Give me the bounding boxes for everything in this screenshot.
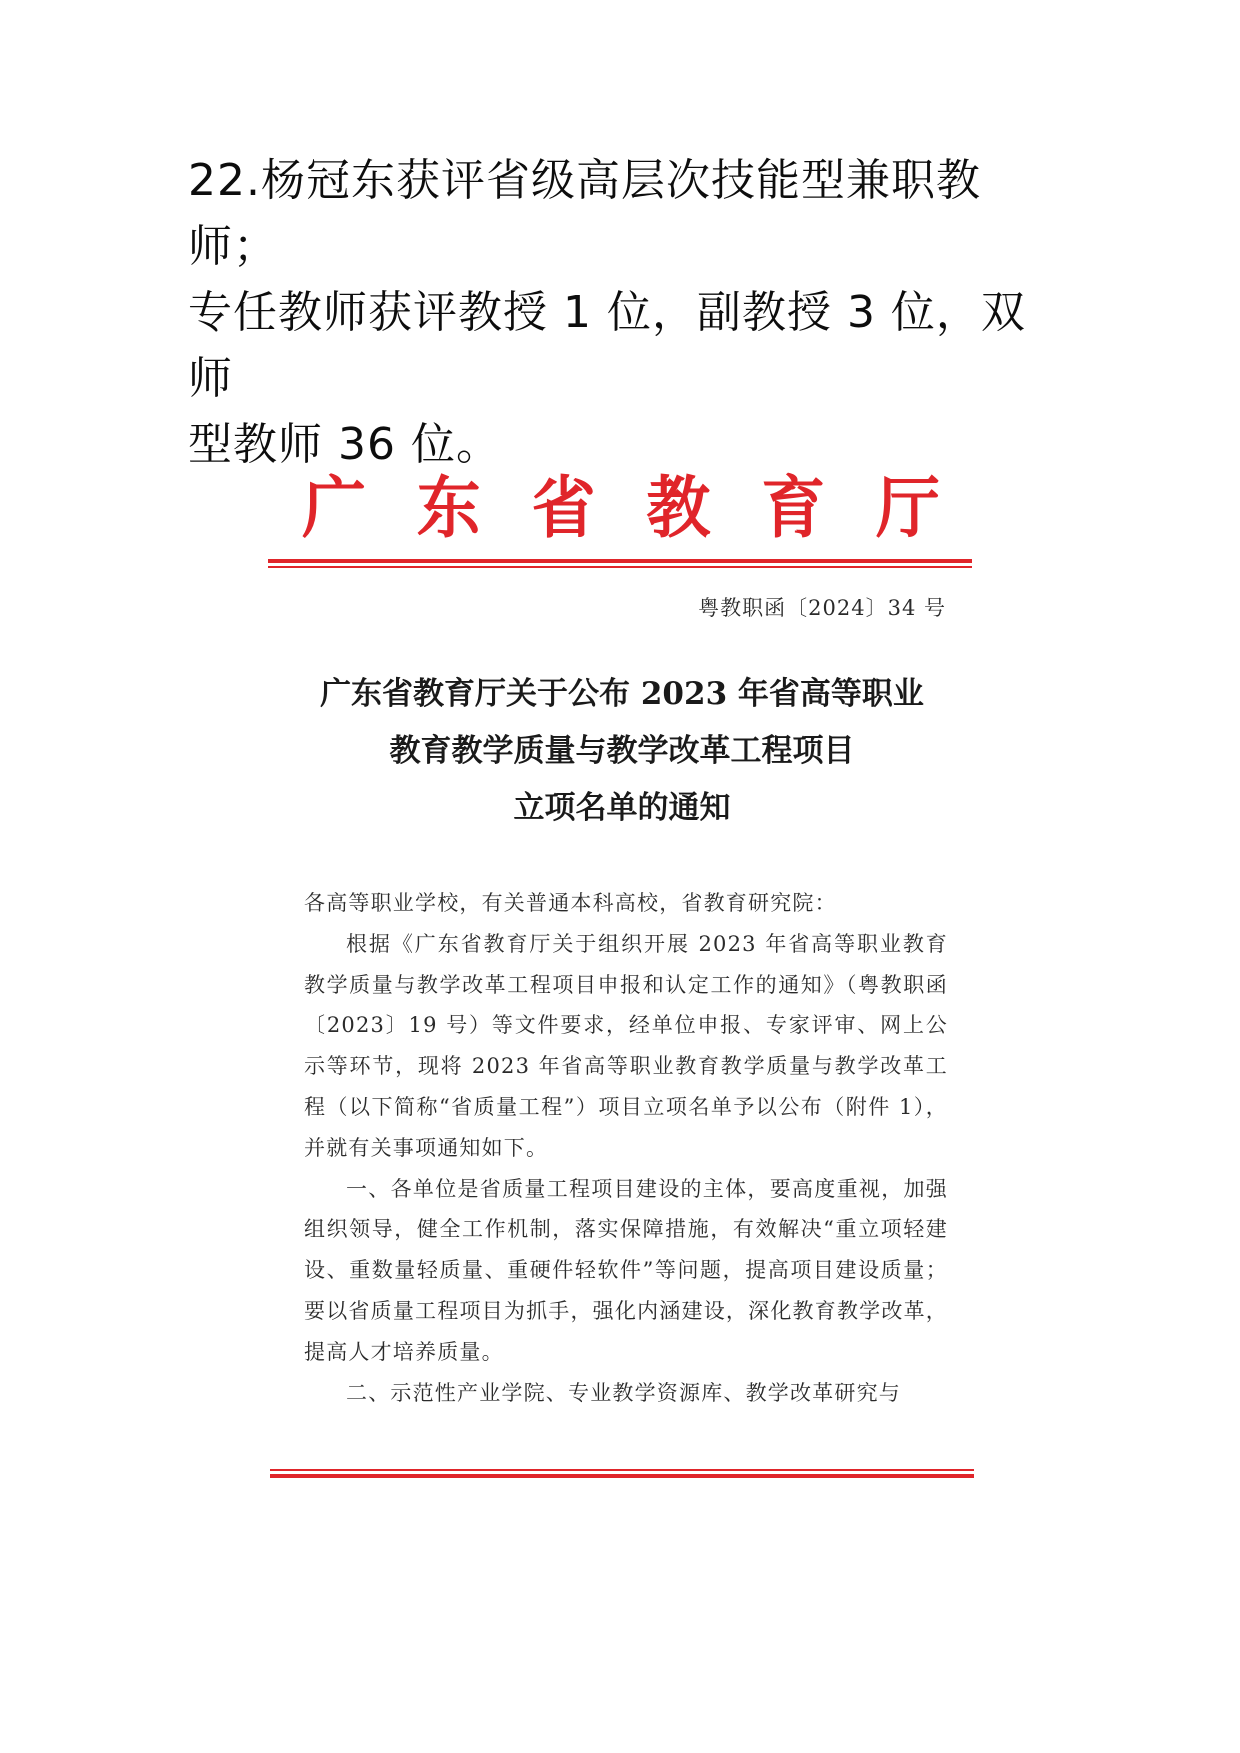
document-body xyxy=(304,883,948,1413)
body-paragraph: 二、示范性产业学院、专业教学资源库、教学改革研究与 xyxy=(346,1380,901,1405)
header-char: 教 xyxy=(646,469,711,548)
header-char: 广 xyxy=(302,469,366,548)
intro-line-3: 型教师 36 位。 xyxy=(188,419,501,470)
header-char: 东 xyxy=(416,469,481,548)
document-number: 粤教职函〔2024〕34 号 xyxy=(698,596,946,620)
header-char: 育 xyxy=(761,469,826,548)
header-rule-thin xyxy=(268,566,972,568)
footer-rule-thin xyxy=(270,1469,974,1471)
title-line: 立项名单的通知 xyxy=(513,790,731,826)
official-document-image xyxy=(268,460,976,1490)
intro-line-2: 专任教师获评教授 1 位，副教授 3 位，双师 xyxy=(188,287,1026,404)
title-line: 广东省教育厅关于公布 2023 年省高等职业 xyxy=(320,676,924,712)
body-paragraph: 一、各单位是省质量工程项目建设的主体，要高度重视，加强组织领导，健全工作机制，落实保障措施，有效解决“重立项轻建设、重数量轻质量、重硬件轻软件”等问题，提高项目建设质量；要以省质量工程项目为抓手，强化内涵建设，深化教育教学改革，提高人才培养质量。 xyxy=(304,1176,948,1364)
header-char: 厅 xyxy=(875,469,940,548)
salutation: 各高等职业学校，有关普通本科高校，省教育研究院： xyxy=(304,891,837,915)
header-char: 省 xyxy=(531,469,596,548)
document-header-title xyxy=(268,470,976,548)
document-title xyxy=(268,666,976,837)
intro-text xyxy=(188,148,1068,478)
footer-rule-thick xyxy=(270,1474,974,1478)
title-line: 教育教学质量与教学改革工程项目 xyxy=(389,733,855,769)
body-paragraph: 根据《广东省教育厅关于组织开展 2023 年省高等职业教育教学质量与教学改革工程项目申报和认定工作的通知》（粤教职函〔2023〕19 号）等文件要求，经单位申报、专家评审、网上公示等环节，现将 2023 年省高等职业教育教学质量与教学改革工程（以下简称“省质量工程”）项目立项名单予以公布（附件 1），并就有关事项通知如下。 xyxy=(304,931,948,1160)
intro-line-1: 22.杨冠东获评省级高层次技能型兼职教师； xyxy=(188,155,981,272)
header-rule-thick xyxy=(268,559,972,563)
